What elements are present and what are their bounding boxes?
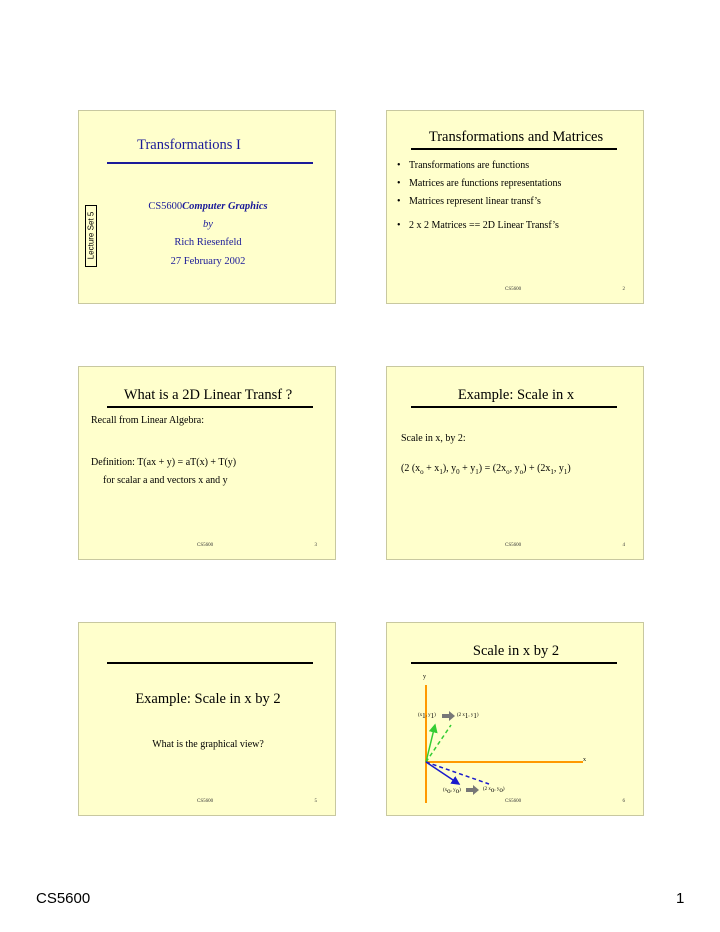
author: Rich Riesenfeld [174, 237, 242, 248]
slide-1 [78, 110, 336, 304]
title-rule [411, 148, 617, 150]
title-rule [107, 406, 313, 408]
slide-title: Transformations I [137, 137, 241, 153]
page-number: 1 [676, 890, 685, 907]
course-title: Computer Graphics [182, 201, 268, 212]
text-line: What is the graphical view? [152, 739, 264, 750]
list-item: • Matrices represent linear transf’s [397, 196, 541, 207]
arrow-icon [466, 785, 479, 795]
x-axis-label: x [583, 757, 586, 763]
vector-2x0 [426, 762, 489, 784]
page-footer-label: CS5600 [36, 890, 91, 907]
side-label: Lecture Set 5 [86, 211, 96, 260]
point-label-2x0: (2 $x_o$, $y_o$) [483, 786, 505, 794]
date: 27 February 2002 [170, 256, 246, 267]
by-text: by [203, 219, 213, 230]
list-item: • 2 x 2 Matrices == 2D Linear Transf’s [397, 220, 559, 231]
formula: (2 $(x_o + x_1)$, $y_0 + y_1) = (2x_o$, $y_o) + (2x_1$, $y_1$) [401, 463, 571, 476]
point-label-2x1: (2 $x_1$, $y_1$) [457, 712, 479, 720]
text-line: Scale in x, by 2: [401, 433, 466, 444]
point-label-x0: ($x_o$, $y_o$) [443, 787, 461, 795]
vector-x0 [426, 762, 459, 784]
slide-title: Scale in x by 2 [472, 643, 560, 659]
slide-4: Example: Scale in x Scale in x, by 2: (2 $(x_o + x_1)$, $y_0 + y_1) = (2x_o$, $y_o) + (2x_1$, $y_1$) CS5600 4 [386, 366, 644, 560]
top-rule [107, 662, 313, 664]
slide-title: Example: Scale in x [457, 387, 575, 403]
slide-3: What is a 2D Linear Transf ? Recall from Linear Algebra: Definition: T(ax + y) = aT(x) + T(y) for scalar a and vectors x and y CS5600 3 [78, 366, 336, 560]
slide-6: Scale in x by 2 y x ($x_1$, $y_1$) (2 $x_1$, $y_1$) ($x_o$, $y_o$) (2 $x_o$, $y_o$) CS5600 6 [386, 622, 644, 816]
arrow-icon [442, 711, 455, 721]
course-line [79, 201, 337, 212]
bullet-list [397, 157, 561, 235]
scale-diagram [387, 623, 645, 817]
slide-title: Example: Scale in x by 2 [135, 691, 281, 707]
slide-5: Example: Scale in x by 2 What is the graphical view? CS5600 5 [78, 622, 336, 816]
course-code: CS5600 [148, 201, 183, 212]
slide-2: Transformations and Matrices • Transformations are functions • Matrices are functions representations • Matrices represent linear transf’s • 2 x 2 Matrices == 2D Linear Transf’s CS5600 2 [386, 110, 644, 304]
y-axis-label: y [423, 674, 426, 680]
list-item: • Transformations are functions [397, 160, 530, 171]
text-line: Recall from Linear Algebra: [91, 415, 205, 426]
title-rule [411, 406, 617, 408]
point-label-x1: ($x_1$, $y_1$) [418, 712, 436, 720]
list-item: • Matrices are functions representations [397, 178, 562, 189]
text-line: for scalar a and vectors x and y [103, 475, 228, 486]
title-rule [107, 162, 313, 164]
slide-title: Transformations and Matrices [428, 129, 604, 145]
slide-title: What is a 2D Linear Transf ? [123, 387, 293, 403]
text-line: Definition: T(ax + y) = aT(x) + T(y) [91, 457, 237, 468]
